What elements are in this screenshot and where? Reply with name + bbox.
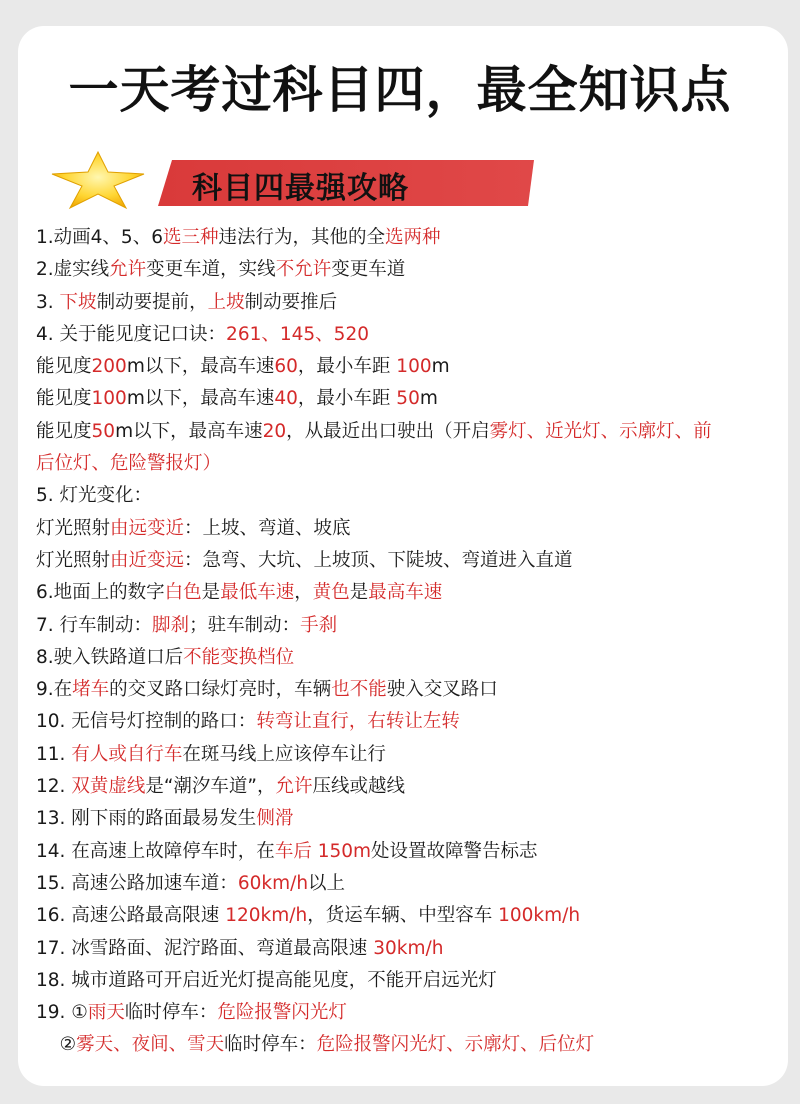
line-text: 临时停车： (124, 1002, 218, 1024)
line-text: 灯光照射 (36, 549, 111, 571)
line-text: 是 (349, 582, 369, 604)
line-text: 2.虚实线 (36, 259, 110, 281)
highlight-text: 60 (274, 356, 298, 378)
highlight-text: 上坡 (207, 291, 245, 313)
highlight-text: 危险报警闪光灯、示廓灯、后位灯 (316, 1034, 595, 1056)
highlight-text: 100km/h (498, 905, 581, 927)
list-item (36, 642, 796, 674)
highlight-text: 100 (396, 356, 432, 378)
line-text: 14. 在高速上故障停车时，在 (36, 840, 275, 862)
highlight-text: 危险报警闪光灯 (217, 1002, 347, 1024)
line-text: 临时停车： (224, 1034, 317, 1056)
highlight-text: 允许 (109, 259, 147, 281)
highlight-text: 雨天 (87, 1002, 125, 1024)
line-text: 能见度 (36, 356, 92, 378)
list-item (36, 383, 796, 415)
line-text: ，从最近出口驶出（开启 (286, 420, 490, 442)
highlight-text: 由近变远 (110, 549, 185, 571)
highlight-text: 50 (91, 420, 116, 442)
line-text: 变更车道，实线 (146, 259, 276, 281)
highlight-text: 雾灯、近光灯、示廓灯、前 (489, 420, 712, 442)
list-item (36, 577, 796, 609)
list-item (36, 900, 796, 932)
line-text: 违法行为，其他的全 (218, 227, 385, 248)
line-text: ，最小车距 (297, 356, 397, 378)
highlight-text: 选三种 (162, 227, 219, 248)
section-title: 科目四最强攻略 (192, 171, 409, 206)
line-text: 15. 高速公路加速车道： (36, 872, 238, 894)
highlight-text: 60km/h (237, 872, 309, 894)
line-text: m以下，最高车速 (126, 356, 275, 378)
highlight-text: 30km/h (373, 937, 444, 959)
line-text: 12. (36, 776, 72, 798)
highlight-text: 最低车速 (220, 582, 295, 604)
highlight-text: 200 (91, 356, 127, 378)
list-item (36, 771, 796, 803)
line-text: ② (36, 1034, 77, 1056)
highlight-text: 手刹 (300, 614, 338, 636)
list-item (36, 287, 796, 319)
highlight-text: 转弯让直行，右转让左转 (256, 711, 460, 733)
line-text: 18. 城市道路可开启近光灯提高能见度，不能开启远光灯 (36, 969, 497, 991)
highlight-text: 双黄虚线 (71, 776, 146, 798)
line-text: 6.地面上的数字 (36, 582, 165, 604)
list-item (36, 674, 796, 706)
line-text: 以上 (308, 872, 346, 894)
line-text: 16. 高速公路最高限速 (36, 905, 226, 927)
line-text: ，最小车距 (297, 388, 397, 410)
list-item (36, 610, 796, 642)
line-text: 8.驶入铁路道口后 (36, 646, 184, 668)
highlight-text: 黄色 (312, 582, 350, 604)
list-item (36, 222, 796, 254)
line-text: 17. 冰雪路面、泥泞路面、弯道最高限速 (36, 937, 374, 959)
highlight-text: 40 (274, 388, 298, 410)
list-item (36, 836, 796, 868)
highlight-text: 白色 (164, 582, 202, 604)
highlight-text: 20 (262, 420, 287, 442)
line-text: 10. 无信号灯控制的路口： (36, 711, 257, 733)
line-text: m以下，最高车速 (115, 420, 263, 442)
highlight-text: 不允许 (275, 259, 332, 281)
list-item (36, 997, 796, 1029)
line-text: 是“潮汐车道”， (145, 776, 276, 798)
highlight-text: 不能变换档位 (183, 646, 295, 668)
line-text: 在斑马线上应该停车让行 (182, 743, 386, 765)
highlight-text: 也不能 (331, 679, 387, 701)
highlight-text: 有人或自行车 (71, 743, 183, 765)
highlight-text: 下坡 (59, 291, 97, 313)
highlight-text: 堵车 (72, 679, 110, 701)
list-item (36, 319, 796, 351)
highlight-text: 由远变近 (110, 517, 185, 539)
line-text: 变更车道 (331, 259, 406, 281)
line-text: 压线或越线 (312, 776, 406, 798)
line-text: 处设置故障警告标志 (371, 840, 538, 862)
line-text: 13. 刚下雨的路面最易发生 (36, 808, 257, 830)
page-title: 一天考过科目四，最全知识点 (68, 61, 732, 119)
line-text: 能见度 (36, 420, 92, 442)
line-text: ；驻车制动： (189, 614, 301, 636)
line-text: 是 (201, 582, 221, 604)
highlight-text: 50 (396, 388, 420, 410)
list-item (36, 416, 796, 448)
list-item (36, 1029, 796, 1061)
highlight-text: 侧滑 (256, 808, 294, 830)
line-text: 4. 关于能见度记口诀： (36, 323, 227, 345)
list-item (36, 803, 796, 835)
list-item (36, 480, 796, 512)
line-text: 制动要推后 (244, 291, 338, 313)
highlight-text: 脚刹 (152, 614, 190, 636)
list-item (36, 933, 796, 965)
highlight-text: 261、145、520 (226, 323, 369, 345)
line-text: 9.在 (36, 679, 73, 701)
line-text: ，货运车辆、中型容车 (307, 905, 499, 927)
line-text: m (431, 356, 450, 378)
highlight-text: 100 (91, 388, 127, 410)
list-item (36, 513, 796, 545)
list-item (36, 706, 796, 738)
list-item (36, 965, 796, 997)
line-text: 1.动画4、5、6 (36, 227, 163, 248)
highlight-text: 120km/h (225, 905, 308, 927)
line-text: 的交叉路口绿灯亮时，车辆 (109, 679, 332, 701)
list-item (36, 739, 796, 771)
list-item (36, 448, 796, 480)
line-text: ， (294, 582, 313, 604)
line-text: 5. 灯光变化： (36, 485, 153, 507)
highlight-text: 允许 (275, 776, 313, 798)
list-item (36, 254, 796, 286)
line-text: 11. (36, 743, 72, 765)
line-text: 制动要提前， (96, 291, 208, 313)
highlight-text: 雾天、夜间、雪天 (76, 1034, 225, 1056)
list-item (36, 868, 796, 900)
line-text: m以下，最高车速 (126, 388, 275, 410)
highlight-text: 后位灯、危险警报灯） (36, 453, 222, 475)
line-text: 能见度 (36, 388, 92, 410)
line-text: ：急弯、大坑、上坡顶、下陡坡、弯道进入直道 (184, 549, 573, 571)
line-text: 灯光照射 (36, 517, 111, 539)
list-item (36, 545, 796, 577)
line-text: 19. ① (36, 1002, 88, 1024)
highlight-text: 选两种 (385, 227, 441, 248)
highlight-text: 车后 150m (274, 840, 372, 862)
line-text: m (419, 388, 438, 410)
line-text: 驶入交叉路口 (386, 679, 498, 701)
highlight-text: 最高车速 (368, 582, 443, 604)
line-text: 7. 行车制动： (36, 614, 153, 636)
star-icon (50, 150, 146, 210)
line-text: 3. (36, 291, 60, 313)
knowledge-list (36, 222, 796, 1062)
list-item (36, 351, 796, 383)
line-text: ：上坡、弯道、坡底 (184, 517, 351, 539)
